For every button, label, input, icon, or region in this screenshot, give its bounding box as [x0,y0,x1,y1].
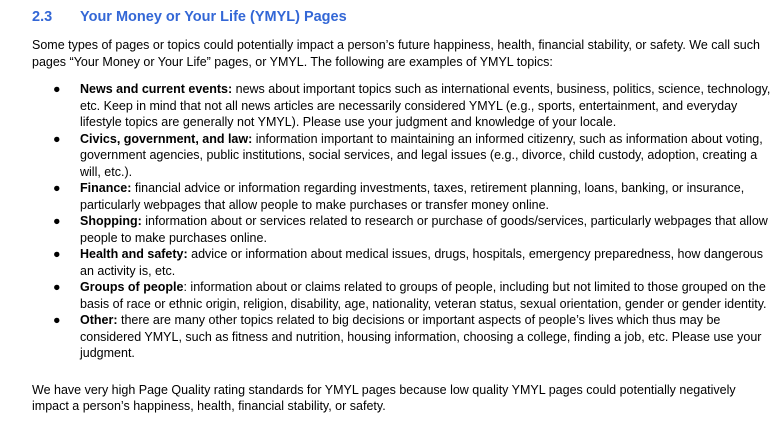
bullet-icon: ● [53,214,61,228]
list-item [32,81,772,131]
list-item [32,213,772,246]
bullet-icon: ● [53,82,61,96]
topic-term: Finance: [80,181,132,195]
bullet-icon: ● [53,181,61,195]
topic-term: Other: [80,313,118,327]
list-item [32,312,772,362]
intro-paragraph: Some types of pages or topics could potentially impact a person’s future happiness, health, financial stability, or safety. We call such pages “Your Money or Your Life” pages, or YMYL. The following are examples of YMYL topics: [32,38,760,69]
section-title: Your Money or Your Life (YMYL) Pages [80,9,347,25]
bullet-icon: ● [53,313,61,327]
list-item [32,180,772,213]
list-item [32,246,772,279]
topic-text: advice or information about medical issues, drugs, hospitals, emergency preparedness, how dangerous an activity is, etc. [80,247,763,278]
topic-term: Civics, government, and law: [80,131,253,146]
topic-text: financial advice or information regarding investments, taxes, retirement planning, loans, banking, or insurance, particularly webpages that allow people to make purchases or transfer money online. [80,181,745,212]
list-item [32,279,772,312]
topic-text: there are many other topics related to big decisions or important aspects of people’s lives which thus may be considered YMYL, such as fitness and nutrition, housing information, choosing a college, finding a job, etc. Please use your judgment. [80,313,762,360]
bullet-icon: ● [53,247,61,261]
bullet-icon: ● [53,280,61,294]
topic-text: news about important topics such as international events, business, politics, science, technology, etc. Keep in mind that not all news articles are necessarily considered YMYL (e.g., sports, entertainment, and everyday lifestyle topics are generally not YMYL). Please use your judgment and knowledge of your locale. [80,82,771,129]
document-page [32,8,772,415]
section-number: 2.3 [32,9,53,25]
topic-term: Health and safety: [80,247,188,261]
section-heading [32,8,772,26]
topic-text: information important to maintaining an informed citizenry, such as information about voting, government agencies, public institutions, social services, and legal issues (e.g., divorce, child custody, adoption, creating a will, etc.). [80,131,763,179]
topic-term: Shopping: [80,214,142,228]
topic-term: News and current events: [80,82,233,96]
topic-text: information about or services related to research or purchase of goods/services, particularly webpages that allow people to make purchases online. [80,214,768,245]
closing-paragraph: We have very high Page Quality rating standards for YMYL pages because low quality YMYL pages could potentially negatively impact a person’s happiness, health, financial stability, or safety. [32,382,736,413]
bullet-icon: ● [53,131,61,146]
topic-term: Groups of people [80,280,184,294]
list-item [32,131,772,181]
ymyl-topic-list [32,81,772,362]
topic-text: : information about or claims related to groups of people, including but not limited to those grouped on the basis of race or ethnic origin, religion, disability, age, nationality, veteran status, sexual orientation, gender or gender identity. [80,280,767,311]
